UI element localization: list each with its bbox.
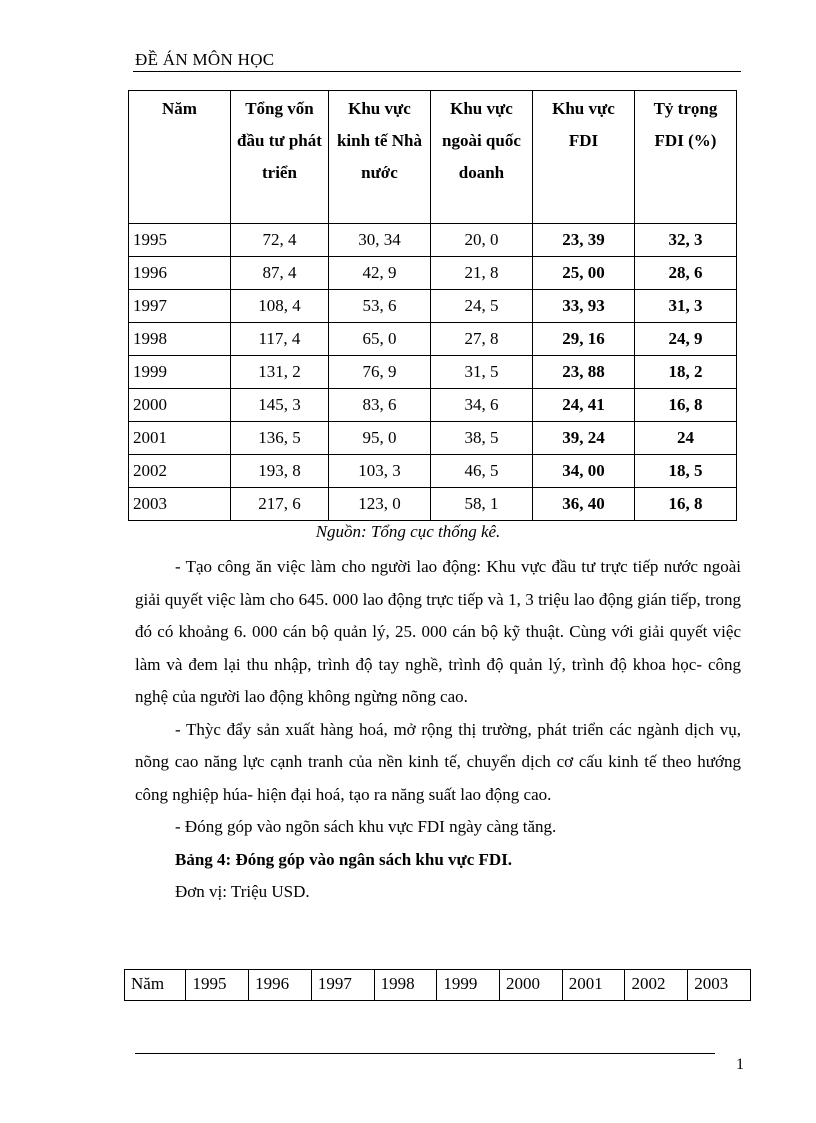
table-cell: 1998 — [129, 323, 231, 356]
table-cell: 1995 — [129, 224, 231, 257]
table-cell: 21, 8 — [430, 257, 532, 290]
table-cell: 83, 6 — [328, 389, 430, 422]
table-cell: Năm — [125, 970, 186, 1001]
table-cell: 16, 8 — [634, 488, 736, 521]
column-header-fdi: Khu vực FDI — [532, 91, 634, 224]
investment-table — [128, 90, 737, 521]
table-header-row — [129, 91, 737, 224]
table-cell: 76, 9 — [328, 356, 430, 389]
column-header-fdi-share: Tỷ trọng FDI (%) — [634, 91, 736, 224]
table-cell: 24, 5 — [430, 290, 532, 323]
table-cell: 28, 6 — [634, 257, 736, 290]
table-cell: 123, 0 — [328, 488, 430, 521]
table-cell: 103, 3 — [328, 455, 430, 488]
table-cell: 29, 16 — [532, 323, 634, 356]
table-cell: 217, 6 — [231, 488, 329, 521]
table-cell: 1999 — [129, 356, 231, 389]
header-divider — [133, 71, 741, 72]
table-cell: 1999 — [437, 970, 500, 1001]
table-row — [129, 356, 737, 389]
table-cell: 20, 0 — [430, 224, 532, 257]
table-row — [129, 422, 737, 455]
table-cell: 117, 4 — [231, 323, 329, 356]
table-cell: 2000 — [500, 970, 563, 1001]
table-row — [125, 970, 751, 1001]
table-cell: 31, 3 — [634, 290, 736, 323]
table-cell: 2001 — [562, 970, 625, 1001]
body-text — [135, 551, 741, 909]
table-cell: 24 — [634, 422, 736, 455]
column-header-state: Khu vực kinh tế Nhà nước — [328, 91, 430, 224]
table-cell: 53, 6 — [328, 290, 430, 323]
footer-divider — [135, 1053, 715, 1054]
table-cell: 24, 9 — [634, 323, 736, 356]
table-source-note: Nguồn: Tổng cục thống kê. — [315, 522, 501, 541]
table-row — [129, 488, 737, 521]
page-number: 1 — [736, 1056, 744, 1073]
table-cell: 87, 4 — [231, 257, 329, 290]
table-cell: 31, 5 — [430, 356, 532, 389]
table-cell: 18, 5 — [634, 455, 736, 488]
table-cell: 131, 2 — [231, 356, 329, 389]
table-cell: 34, 6 — [430, 389, 532, 422]
table-row — [129, 290, 737, 323]
table-cell: 65, 0 — [328, 323, 430, 356]
table-cell: 34, 00 — [532, 455, 634, 488]
unit-label: Đơn vị: Triệu USD. — [175, 882, 310, 901]
table-cell: 24, 41 — [532, 389, 634, 422]
paragraph-budget: - Đóng góp vào ngõn sách khu vực FDI ngày càng tăng. — [175, 817, 557, 836]
table-cell: 23, 39 — [532, 224, 634, 257]
table-cell: 136, 5 — [231, 422, 329, 455]
table-cell: 2003 — [129, 488, 231, 521]
table-cell: 1997 — [129, 290, 231, 323]
table-cell: 2002 — [625, 970, 688, 1001]
table-cell: 1996 — [129, 257, 231, 290]
table-cell: 145, 3 — [231, 389, 329, 422]
table-cell: 72, 4 — [231, 224, 329, 257]
table-cell: 36, 40 — [532, 488, 634, 521]
budget-contribution-table — [124, 969, 751, 1001]
table-cell: 42, 9 — [328, 257, 430, 290]
table-cell: 108, 4 — [231, 290, 329, 323]
table-cell: 2001 — [129, 422, 231, 455]
table-row — [129, 257, 737, 290]
table-cell: 23, 88 — [532, 356, 634, 389]
table-cell: 38, 5 — [430, 422, 532, 455]
table-row — [129, 323, 737, 356]
table-cell: 1995 — [186, 970, 249, 1001]
table-cell: 18, 2 — [634, 356, 736, 389]
table-cell: 46, 5 — [430, 455, 532, 488]
column-header-total: Tổng vốn đầu tư phát triển — [231, 91, 329, 224]
table-cell: 58, 1 — [430, 488, 532, 521]
table-cell: 33, 93 — [532, 290, 634, 323]
page-header-title: ĐỀ ÁN MÔN HỌC — [135, 50, 275, 69]
table-row — [129, 389, 737, 422]
table-cell: 27, 8 — [430, 323, 532, 356]
table-row — [129, 224, 737, 257]
table-cell: 2000 — [129, 389, 231, 422]
table-cell: 16, 8 — [634, 389, 736, 422]
table-cell: 95, 0 — [328, 422, 430, 455]
table-row — [129, 455, 737, 488]
table-cell: 2002 — [129, 455, 231, 488]
table-cell: 25, 00 — [532, 257, 634, 290]
table-cell: 39, 24 — [532, 422, 634, 455]
table-cell: 1997 — [311, 970, 374, 1001]
table-4-caption: Bảng 4: Đóng góp vào ngân sách khu vực FDI. — [175, 849, 513, 869]
paragraph-employment: - Tạo công ăn việc làm cho người lao động: Khu vực đầu tư trực tiếp nước ngoài giải quyết việc làm cho 645. 000 lao động trực tiếp và 1, 3 triệu lao động gián tiếp, trong đó có khoảng 6. 000 cán bộ quản lý, 25. 000 cán bộ kỹ thuật. Cùng với giải quyết việc làm và đem lại thu nhập, trình độ tay nghề, trình độ quản lý, trình độ khoa học- công nghệ của người lao động không ngừng nõng cao. — [135, 557, 741, 706]
table-cell: 1998 — [374, 970, 437, 1001]
table-cell: 1996 — [249, 970, 312, 1001]
table-cell: 2003 — [688, 970, 751, 1001]
table-cell: 32, 3 — [634, 224, 736, 257]
table-cell: 30, 34 — [328, 224, 430, 257]
column-header-year: Năm — [129, 91, 231, 224]
column-header-non-state: Khu vực ngoài quốc doanh — [430, 91, 532, 224]
table-cell: 193, 8 — [231, 455, 329, 488]
paragraph-production: - Thỳc đẩy sản xuất hàng hoá, mở rộng thị trường, phát triển các ngành dịch vụ, nõng cao năng lực cạnh tranh của nền kinh tế, chuyển dịch cơ cấu kinh tế theo hướng công nghiệp húa- hiện đại hoá, tạo ra năng suất lao động cao. — [135, 719, 741, 804]
